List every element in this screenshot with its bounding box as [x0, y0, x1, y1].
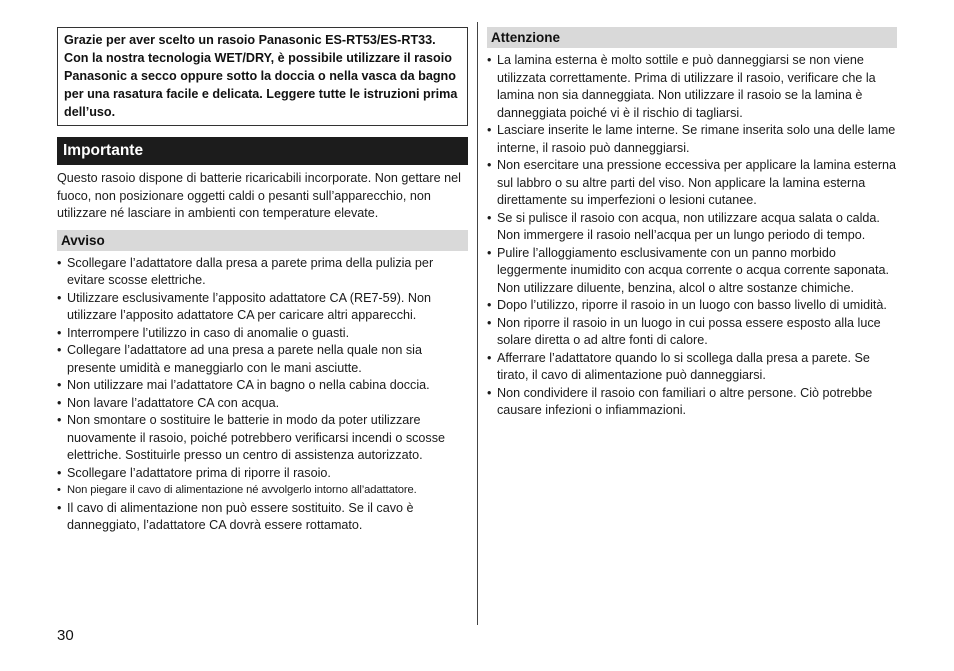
list-item: • Non condividere il rasoio con familiari o altre persone. Ciò potrebbe causare infezioni o infiammazioni. [487, 385, 897, 420]
attenzione-list [487, 52, 897, 420]
list-item: • Non piegare il cavo di alimentazione né avvolgerlo intorno all’adattatore. [57, 482, 468, 500]
list-item: • Afferrare l’adattatore quando lo si scollega dalla presa a parete. Se tirato, il cavo di alimentazione può danneggiarsi. [487, 350, 897, 385]
list-item: • Collegare l’adattatore ad una presa a parete nella quale non sia presente umidità e maneggiarlo con le mani asciutte. [57, 342, 468, 377]
list-item: • Lasciare inserite le lame interne. Se rimane inserita solo una delle lame interne, il rasoio può danneggiarsi. [487, 122, 897, 157]
list-item: • Non esercitare una pressione eccessiva per applicare la lamina esterna sul labbro o su altre parti del viso. Non applicare la lamina esterna direttamente su imperfezioni o lesioni cutanee. [487, 157, 897, 210]
list-item: • Non riporre il rasoio in un luogo in cui possa essere esposto alla luce solare diretta o ad altre fonti di calore. [487, 315, 897, 350]
list-item: • Scollegare l’adattatore prima di riporre il rasoio. [57, 465, 468, 483]
list-item: • Scollegare l’adattatore dalla presa a parete prima della pulizia per evitare scosse elettriche. [57, 255, 468, 290]
column-divider [477, 22, 478, 625]
page-number: 30 [57, 627, 74, 644]
list-item: • La lamina esterna è molto sottile e può danneggiarsi se non viene utilizzata correttamente. Prima di utilizzare il rasoio, verificare che la lamina non sia danneggiata. Non utilizzare il rasoio se la lamina è danneggiata poiché vi è il rischio di tagliarsi. [487, 52, 897, 122]
list-item: • Dopo l’utilizzo, riporre il rasoio in un luogo con basso livello di umidità. [487, 297, 897, 315]
avviso-heading: Avviso [57, 230, 468, 251]
list-item: • Il cavo di alimentazione non può essere sostituito. Se il cavo è danneggiato, l’adattatore CA dovrà essere rottamato. [57, 500, 468, 535]
list-item: • Non lavare l’adattatore CA con acqua. [57, 395, 468, 413]
list-item: • Utilizzare esclusivamente l’apposito adattatore CA (RE7-59). Non utilizzare l’apposito adattatore CA per caricare altri apparecchi. [57, 290, 468, 325]
left-column [57, 27, 468, 535]
avviso-list [57, 255, 468, 535]
right-column [487, 27, 897, 420]
list-item: • Pulire l’alloggiamento esclusivamente con un panno morbido leggermente inumidito con acqua corrente o acqua corrente saponata. Non utilizzare diluente, benzina, alcol o altre sostanze chimiche. [487, 245, 897, 298]
importante-text: Questo rasoio dispone di batterie ricaricabili incorporate. Non gettare nel fuoco, non posizionare oggetti caldi o pesanti sull’apparecchio, non utilizzare né lasciare in ambienti con temperature elevate. [57, 171, 461, 220]
list-item: • Non smontare o sostituire le batterie in modo da poter utilizzare nuovamente il rasoio, poiché potrebbero verificarsi incendi o scosse elettriche. Sostituirle presso un centro di assistenza autorizzato. [57, 412, 468, 465]
list-item: • Non utilizzare mai l’adattatore CA in bagno o nella cabina doccia. [57, 377, 468, 395]
list-item: • Interrompere l’utilizzo in caso di anomalie o guasti. [57, 325, 468, 343]
list-item: • Se si pulisce il rasoio con acqua, non utilizzare acqua salata o calda. Non immergere il rasoio nell’acqua per un lungo periodo di tempo. [487, 210, 897, 245]
intro-box: Grazie per aver scelto un rasoio Panasonic ES-RT53/ES-RT33. Con la nostra tecnologia WET/DRY, è possibile utilizzare il rasoio Panasonic a secco oppure sotto la doccia o nella vasca da bagno per una rasatura facile e delicata. Leggere tutte le istruzioni prima dell’uso. [57, 27, 468, 126]
importante-heading: Importante [57, 137, 468, 165]
attenzione-heading: Attenzione [487, 27, 897, 48]
